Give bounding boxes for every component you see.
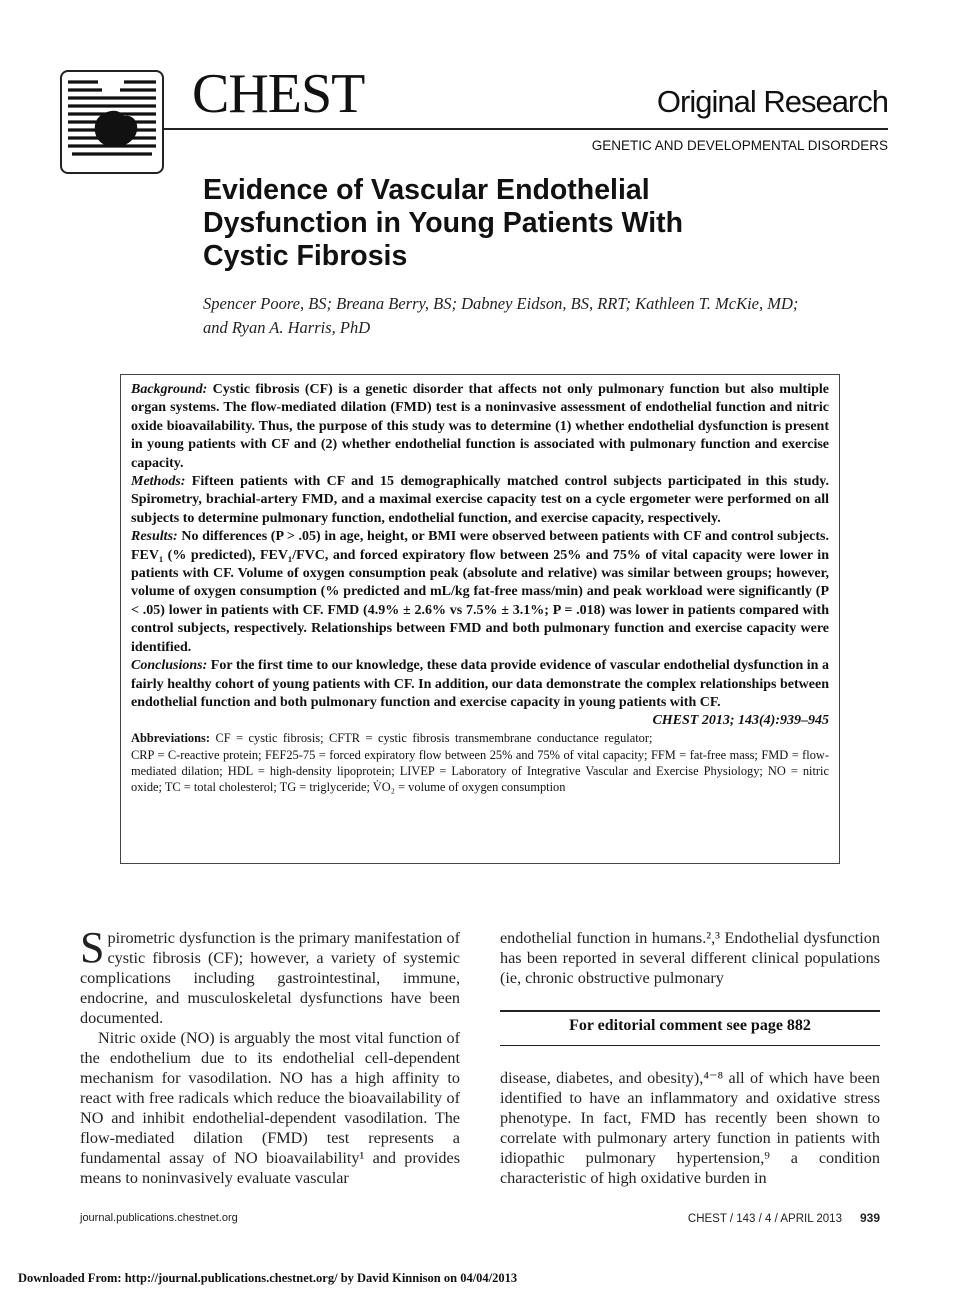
author-line: and Ryan A. Harris, PhD (203, 318, 371, 337)
editorial-comment-link[interactable]: For editorial comment see page 882 (500, 1010, 880, 1046)
journal-url-link[interactable]: journal.publications.chestnet.org (80, 1212, 238, 1224)
abstract-text: No differences (P > .05) in age, height, or BMI were observed between patients with CF and control subjects. FEV₁ (% predicted), FEV₁/FVC, and forced expiratory flow between 25% and 75% of vital capacity were lower in patients with CF. Volume of oxygen consumption peak (absolute and relative) was similar between groups; however, volume of oxygen consumption (% predicted and mL/kg fat-free mass/min) and peak workload were significantly (P < .05) lower in patients with CF. FMD (4.9% ± 2.6% vs 7.5% ± 3.1%; P = .018) was lower in patients compared with control subjects, respectively. Relationships between FMD and both pulmonary function and exercise capacity were identified. (131, 529, 829, 655)
abstract-text: Fifteen patients with CF and 15 demographically matched control subjects participated in this study. Spirometry, brachial-artery FMD, and a maximal exercise capacity test on a cycle ergometer were performed on all subjects to determine pulmonary function, endothelial function, and exercise capacity, respectively. (131, 474, 829, 526)
abstract-conclusions (131, 657, 830, 729)
abstract-label: Background: (131, 382, 208, 397)
abbreviations-label: Abbreviations: (131, 731, 210, 746)
issue-info (688, 1211, 880, 1225)
journal-name: CHEST (192, 63, 365, 125)
download-note: Downloaded From: http://journal.publications.chestnet.org/ by David Kinnison on 04/04/2013 (18, 1271, 518, 1285)
title-line: Dysfunction in Young Patients With (203, 207, 684, 239)
body-column-right-cont (500, 1068, 880, 1188)
body-column-right (500, 928, 880, 988)
abstract-box (120, 374, 840, 864)
abstract-text: For the first time to our knowledge, these data provide evidence of vascular endothelial dysfunction in a fairly healthy cohort of young patients with CF. In addition, our data demonstrate the complex relationships between endothelial function and both pulmonary function and exercise capacity in young patients with CF. (131, 658, 830, 710)
drop-cap: S (80, 923, 105, 972)
paragraph: endothelial function in humans.²,³ Endothelial dysfunction has been reported in several different clinical populations (ie, chronic obstructive pulmonary (500, 929, 880, 987)
subsection-title: GENETIC AND DEVELOPMENTAL DISORDERS (591, 138, 888, 153)
paragraph: disease, diabetes, and obesity),⁴⁻⁸ all of which have been identified to have an inflammatory and oxidative stress phenotype. In fact, FMD has recently been shown to correlate with pulmonary artery function in patients with idiopathic pulmonary hypertension,⁹ a condition characteristic of high oxidative burden in (500, 1069, 880, 1187)
body-column-left (80, 923, 460, 1188)
abstract-label: Methods: (131, 474, 186, 490)
citation: CHEST 2013; 143(4):939–945 (652, 713, 829, 729)
abbreviations-text: CF = cystic fibrosis; CFTR = cystic fibrosis transmembrane conductance regulator; CRP = C-reactive protein; FEF25-75 = forced expiratory flow between 25% and 75% of vital capacity; FFM = fat-free mass; FMD = flow-mediated dilation; HDL = high-density lipoprotein; LIVEP = Laboratory of Integrative Vascular and Exercise Physiology; NO = nitric oxide; TC = total cholesterol; TG = triglyceride; V̇O₂ = volume of oxygen consumption (131, 731, 829, 794)
paragraph: Nitric oxide (NO) is arguably the most vital function of the endothelium due to its endothelial cell-dependent mechanism for vasodilation. NO has a high affinity to react with free radicals which reduce the bioavailability of NO and inhibit endothelial-dependent vasodilation. The flow-mediated dilation (FMD) test represents a fundamental assay of NO bioavailability¹ and provides means to noninvasively evaluate vascular (80, 1029, 460, 1187)
abstract-background (131, 381, 829, 473)
abstract-results (131, 528, 829, 657)
issue-text: CHEST / 143 / 4 / APRIL 2013 (687, 1213, 842, 1225)
title-line: Evidence of Vascular Endothelial (203, 174, 650, 206)
abstract-text: Cystic fibrosis (CF) is a genetic disorder that affects not only pulmonary function but also multiple organ systems. The flow-mediated dilation (FMD) test is a noninvasive assessment of endothelial function and nitric oxide bioavailability. Thus, the purpose of this study was to determine (1) whether endothelial dysfunction is present in young patients with CF and (2) whether endothelial function is associated with pulmonary function and exercise capacity. (131, 382, 830, 471)
title-line: Cystic Fibrosis (203, 240, 408, 272)
abbreviations (131, 730, 829, 795)
chest-logo (60, 70, 164, 174)
chest-lungs-logo-icon (62, 72, 162, 172)
abstract-label: Conclusions: (131, 658, 208, 674)
page-number: 939 (859, 1211, 880, 1225)
abstract-methods (131, 473, 829, 528)
author-list (203, 292, 863, 340)
abstract-label: Results: (131, 529, 178, 545)
paragraph-text: pirometric dysfunction is the primary manifestation of cystic fibrosis (CF); however, a variety of systemic complications including gastrointestinal, immune, endocrine, and musculoskeletal dysfunctions have been documented. (80, 929, 460, 1027)
article-title (203, 174, 803, 273)
header-rule (164, 128, 888, 130)
section-title: Original Research (656, 84, 888, 119)
author-line: Spencer Poore, BS; Breana Berry, BS; Dabney Eidson, BS, RRT; Kathleen T. McKie, MD; (203, 294, 799, 313)
paragraph (80, 923, 460, 1028)
